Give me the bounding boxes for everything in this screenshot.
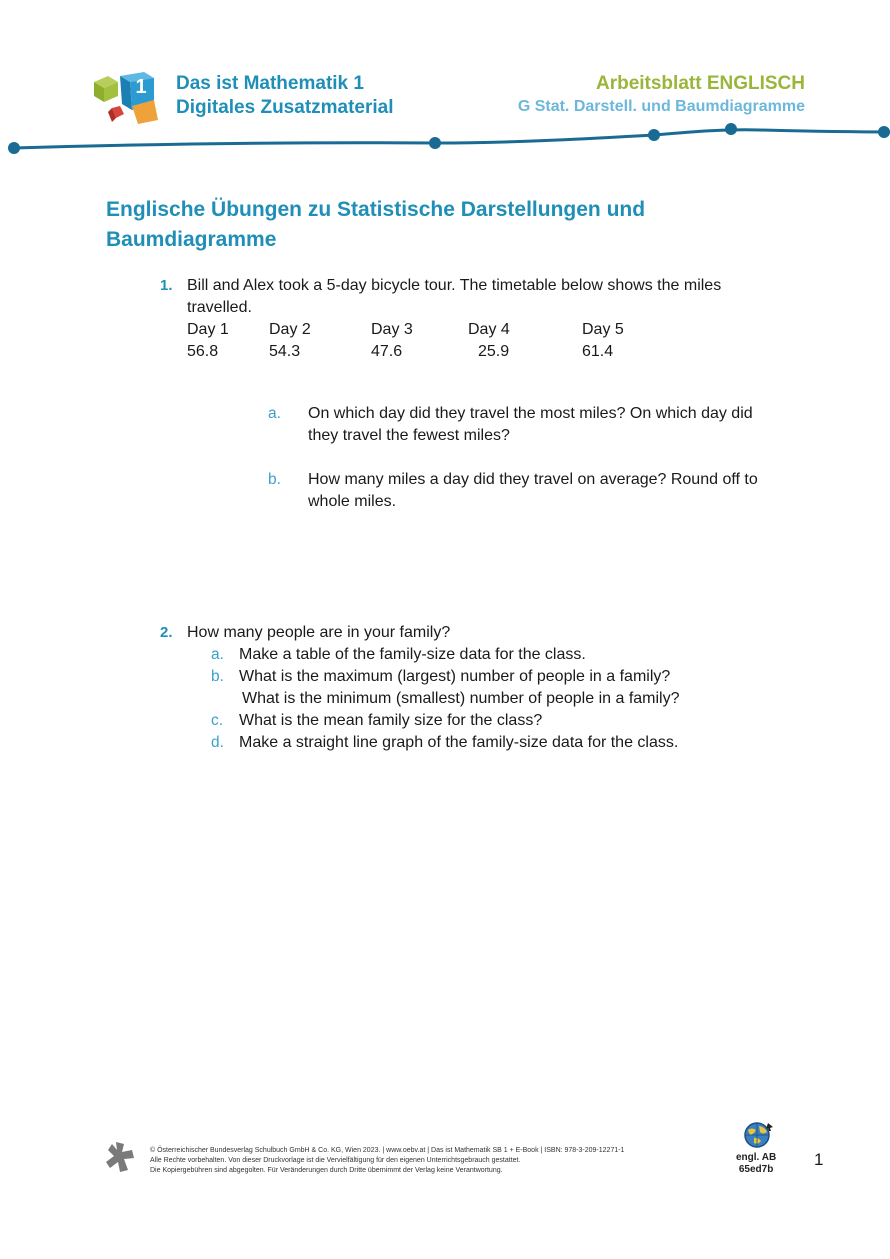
exercise2-b-text-2: What is the minimum (smallest) number of people in a family? — [242, 690, 680, 707]
exercise2-a-label: a. — [211, 646, 224, 663]
page-number: 1 — [814, 1150, 824, 1169]
sheet-info-block — [518, 72, 805, 118]
exercise1-number: 1. — [160, 277, 173, 294]
footer-copyright: © Österreichischer Bundesverlag Schulbuch GmbH & Co. KG, Wien 2023. | www.oebv.at | Das ist Mathematik SB 1 + E-Book | ISBN: 978-3-209-12271-1 Alle Rechte vorbehalten. Von dieser Druckvorlage ist die Vervielfältigung für den eigenen Unterrichtsgebrauch gestattet. Die Kopiergebühren sind abgegolten. Für Veränderungen durch Dritte übernimmt der Verlag keine Verantwortung. — [150, 1147, 625, 1174]
divider-dot — [878, 126, 890, 138]
book-title: Das ist Mathematik 1 — [176, 73, 364, 94]
divider-dot — [429, 137, 441, 149]
table-cell: 47.6 — [371, 343, 403, 360]
exercise2-d-text: Make a straight line graph of the family-size data for the class. — [239, 734, 679, 751]
exercise2-b-text: What is the maximum (largest) number of people in a family? — [239, 668, 671, 685]
book-subtitle: Digitales Zusatzmaterial — [176, 97, 394, 118]
table-header-cell: Day 1 — [187, 321, 229, 338]
exercise2-c-label: c. — [211, 712, 224, 729]
table-header-cell: Day 3 — [371, 321, 413, 338]
worksheet-code-badge: engl. AB 65ed7b — [736, 1152, 777, 1175]
divider-dot — [725, 123, 737, 135]
exercise1-b-label: b. — [268, 471, 281, 488]
table-cell: 54.3 — [269, 343, 301, 360]
exercise1-a-label: a. — [268, 405, 281, 422]
table-cell: 61.4 — [582, 343, 614, 360]
exercise1-a-text: On which day did they travel the most miles? On which day did they travel the fewest miles? — [308, 405, 753, 444]
table-cell: 25.9 — [478, 343, 510, 360]
table-header-cell: Day 2 — [269, 321, 311, 338]
table-header-cell: Day 4 — [468, 321, 510, 338]
book-title-block — [176, 72, 394, 120]
exercise2-number: 2. — [160, 624, 173, 641]
exercise2-c-text: What is the mean family size for the class? — [239, 712, 543, 729]
sheet-topic: G Stat. Darstell. und Baumdiagramme — [517, 98, 805, 115]
exercise1-text: Bill and Alex took a 5-day bicycle tour. The timetable below shows the miles travelled. — [187, 277, 722, 316]
divider-dot — [8, 142, 20, 154]
exercise1-b-text: How many miles a day did they travel on average? Round off to whole miles. — [308, 471, 758, 510]
table-header-cell: Day 5 — [582, 321, 624, 338]
table-cell: 56.8 — [187, 343, 219, 360]
sheet-type: Arbeitsblatt ENGLISCH — [595, 73, 805, 94]
page-title: Englische Übungen zu Statistische Darstellungen und Baumdiagramme — [106, 198, 646, 251]
globe-icon — [742, 1121, 774, 1149]
exercise2-b-label: b. — [211, 668, 224, 685]
divider-dot — [648, 129, 660, 141]
exercise2-question: How many people are in your family? — [187, 624, 451, 641]
header-divider — [0, 120, 890, 160]
publisher-logo-icon — [104, 1140, 136, 1174]
exercise2-d-label: d. — [211, 734, 224, 751]
logo-number: 1 — [135, 76, 147, 98]
exercise2-a-text: Make a table of the family-size data for the class. — [239, 646, 586, 663]
